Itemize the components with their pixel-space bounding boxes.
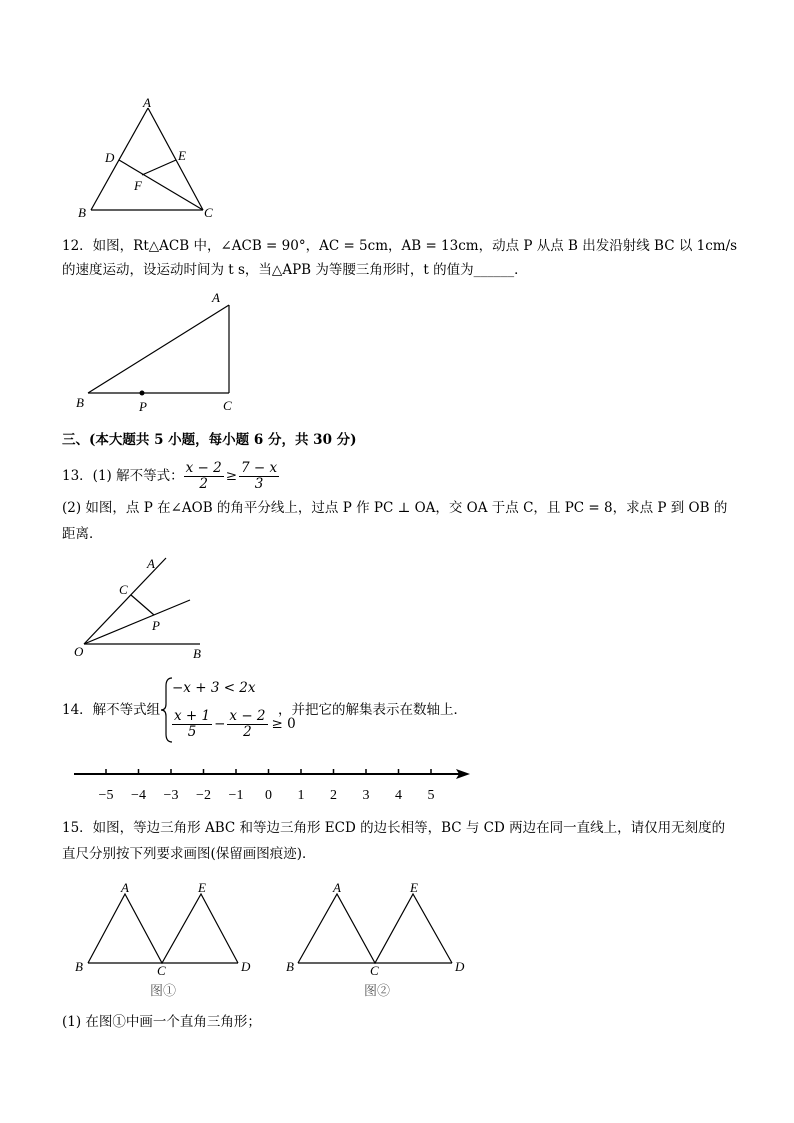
label-b: B	[193, 646, 201, 661]
figure-triangle-abc	[70, 92, 230, 222]
axis-tick-label: −2	[196, 788, 211, 803]
axis-tick-label: −5	[98, 788, 114, 803]
q15-text-line1: 15．如图，等边三角形 ABC 和等边三角形 ECD 的边长相等，BC 与 CD 两边在同一直线上，请仅用无刻度的	[62, 820, 726, 836]
q12-text-line2: 的速度运动，设运动时间为 t s，当△APB 为等腰三角形时，t 的值为______．	[62, 262, 528, 278]
label-a: A	[121, 880, 129, 895]
q13-fraction1: $\frac{x - 2}{2}$	[185, 460, 222, 492]
axis-tick-label: −1	[228, 788, 244, 803]
q13-fraction2: $\frac{7 - x}{3}$	[241, 460, 278, 492]
label-c: C	[223, 398, 232, 413]
section-title: 三、(本大题共 5 小题，每小题 6 分，共 30 分)	[62, 432, 357, 448]
label-c: C	[204, 205, 213, 220]
q14-inequality1: −x + 3 < 2x	[172, 680, 256, 696]
q13-part2-line2: 距离．	[62, 526, 103, 542]
label-d: D	[455, 959, 465, 974]
q12-text-line1: 12．如图，Rt△ACB 中，∠ACB = 90°，AC = 5cm，AB = 13cm，动点 P 从点 B 出发沿射线 BC 以 1cm/s	[62, 238, 738, 254]
label-a: A	[212, 290, 220, 305]
label-c: C	[119, 582, 128, 597]
q14-fraction2: $\frac{x - 2}{2}$	[229, 708, 266, 740]
axis-tick-label: 2	[330, 788, 337, 803]
axis-tick-label: 0	[265, 788, 272, 803]
axis-tick-label: 4	[395, 788, 402, 803]
axis-tick-label: 3	[362, 788, 370, 803]
label-d: D	[105, 150, 115, 165]
label-a: A	[147, 556, 155, 571]
figure-angle-aob	[70, 550, 220, 665]
q14-suffix: ，并把它的解集表示在数轴上．	[278, 702, 467, 718]
label-f: F	[134, 178, 142, 193]
label-c: C	[157, 963, 166, 978]
label-p: P	[139, 399, 147, 414]
label-b: B	[76, 395, 84, 410]
q13-prefix: 13．(1) 解不等式：	[62, 468, 184, 484]
label-b: B	[78, 205, 86, 220]
label-o: O	[74, 644, 84, 659]
label-p: P	[152, 618, 160, 633]
figure-2-triangles	[280, 878, 480, 1003]
label-d: D	[241, 959, 251, 974]
q14-prefix: 14．解不等式组	[62, 702, 161, 718]
label-e: E	[410, 880, 418, 895]
axis-tick-label: −3	[163, 788, 179, 803]
label-c: C	[370, 963, 379, 978]
figure-2-caption: 图②	[364, 983, 391, 998]
label-a: A	[143, 95, 151, 110]
q13-part2-line1: (2) 如图，点 P 在∠AOB 的角平分线上，过点 P 作 PC ⊥ OA，交 OA 于点 C，且 PC = 8，求点 P 到 OB 的	[62, 500, 728, 516]
figure-1-triangles	[70, 878, 270, 1003]
label-b: B	[286, 959, 294, 974]
q13-part1: 13．(1) 解不等式： $\frac{x - 2}{2}$ ≥ $\frac{7 - x}{3}$	[62, 460, 278, 492]
axis-tick-label: 5	[427, 788, 435, 803]
label-e: E	[198, 880, 206, 895]
axis-tick-label: −4	[131, 788, 146, 803]
figure-1-caption: 图①	[150, 983, 177, 998]
axis-tick-label: 1	[297, 788, 305, 803]
label-e: E	[178, 148, 186, 163]
q14-fraction1: $\frac{x + 1}{5}$	[174, 708, 211, 740]
label-b: B	[75, 959, 83, 974]
q15-sub1: (1) 在图①中画一个直角三角形；	[62, 1014, 261, 1030]
number-line	[70, 760, 480, 810]
q14-inequality2: $\frac{x + 1}{5}$ − $\frac{x - 2}{2}$ ≥ 0	[174, 708, 296, 740]
q15-text-line2: 直尺分别按下列要求画图(保留画图痕迹)．	[62, 846, 316, 862]
label-a: A	[333, 880, 341, 895]
figure-right-triangle-acb	[70, 290, 260, 420]
